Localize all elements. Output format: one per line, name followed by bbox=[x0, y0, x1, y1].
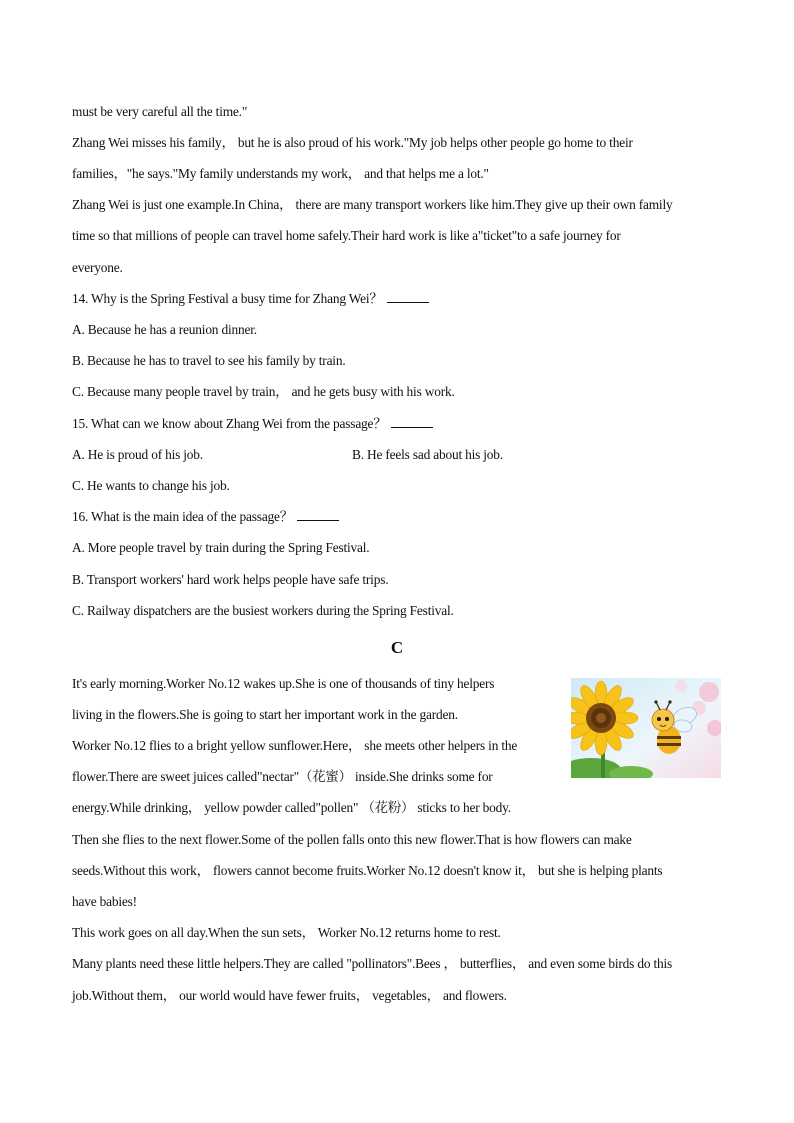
section-heading: C bbox=[390, 638, 404, 657]
question-15-option-b: B. He feels sad about his job. bbox=[352, 447, 503, 462]
question-16-option-a: A. More people travel by train during the Spring Festival. bbox=[72, 540, 370, 555]
answer-blank[interactable] bbox=[391, 415, 433, 428]
passage-line: everyone. bbox=[72, 260, 123, 275]
question-15-stem bbox=[72, 415, 433, 433]
passage-line: Then she flies to the next flower.Some of the pollen falls onto this new flower.That is how flowers can make bbox=[72, 832, 632, 847]
passage-line: seeds.Without this work， flowers cannot become fruits.Worker No.12 doesn't know it， but she is helping plants bbox=[72, 863, 663, 878]
question-16-stem bbox=[72, 508, 339, 526]
passage-line: have babies! bbox=[72, 894, 137, 909]
question-14-stem bbox=[72, 290, 429, 308]
question-15-option-a: A. He is proud of his job. bbox=[72, 447, 203, 462]
question-14-option-c: C. Because many people travel by train， and he gets busy with his work. bbox=[72, 384, 455, 399]
question-14-option-a: A. Because he has a reunion dinner. bbox=[72, 322, 257, 337]
question-15-option-c: C. He wants to change his job. bbox=[72, 478, 230, 493]
passage-line: Worker No.12 flies to a bright yellow sunflower.Here， she meets other helpers in the bbox=[72, 738, 518, 753]
passage-line: time so that millions of people can travel home safely.Their hard work is like a"ticket"to a safe journey for bbox=[72, 228, 621, 243]
illustration-svg bbox=[571, 678, 721, 778]
passage-line: job.Without them， our world would have fewer fruits， vegetables， and flowers. bbox=[72, 988, 507, 1003]
passage-line: This work goes on all day.When the sun sets， Worker No.12 returns home to rest. bbox=[72, 925, 501, 940]
question-14-option-b: B. Because he has to travel to see his family by train. bbox=[72, 353, 346, 368]
passage-line: living in the flowers.She is going to start her important work in the garden. bbox=[72, 707, 458, 722]
question-text: 15. What can we know about Zhang Wei from the passage？ bbox=[72, 416, 387, 431]
passage-line: must be very careful all the time." bbox=[72, 104, 248, 119]
passage-line: It's early morning.Worker No.12 wakes up.She is one of thousands of tiny helpers bbox=[72, 676, 495, 691]
question-16-option-c: C. Railway dispatchers are the busiest workers during the Spring Festival. bbox=[72, 603, 454, 618]
passage-line: Zhang Wei misses his family， but he is also proud of his work."My job helps other people go home to their bbox=[72, 135, 633, 150]
passage-line: Many plants need these little helpers.They are called "pollinators".Bees ， butterflies， and even some birds do this bbox=[72, 956, 673, 971]
passage-line: flower.There are sweet juices called"nectar"（花蜜） inside.She drinks some for bbox=[72, 769, 493, 784]
passage-line: Zhang Wei is just one example.In China， there are many transport workers like him.They give up their own family bbox=[72, 197, 673, 212]
passage-line: energy.While drinking， yellow powder called"pollen" （花粉） sticks to her body. bbox=[72, 800, 511, 815]
answer-blank[interactable] bbox=[297, 508, 339, 521]
answer-blank[interactable] bbox=[387, 290, 429, 303]
question-text: 16. What is the main idea of the passage？ bbox=[72, 509, 293, 524]
sunflower-and-bee-illustration bbox=[571, 678, 721, 778]
passage-line: families，"he says."My family understands my work， and that helps me a lot." bbox=[72, 166, 489, 181]
question-16-option-b: B. Transport workers' hard work helps people have safe trips. bbox=[72, 572, 389, 587]
question-text: 14. Why is the Spring Festival a busy time for Zhang Wei？ bbox=[72, 291, 383, 306]
